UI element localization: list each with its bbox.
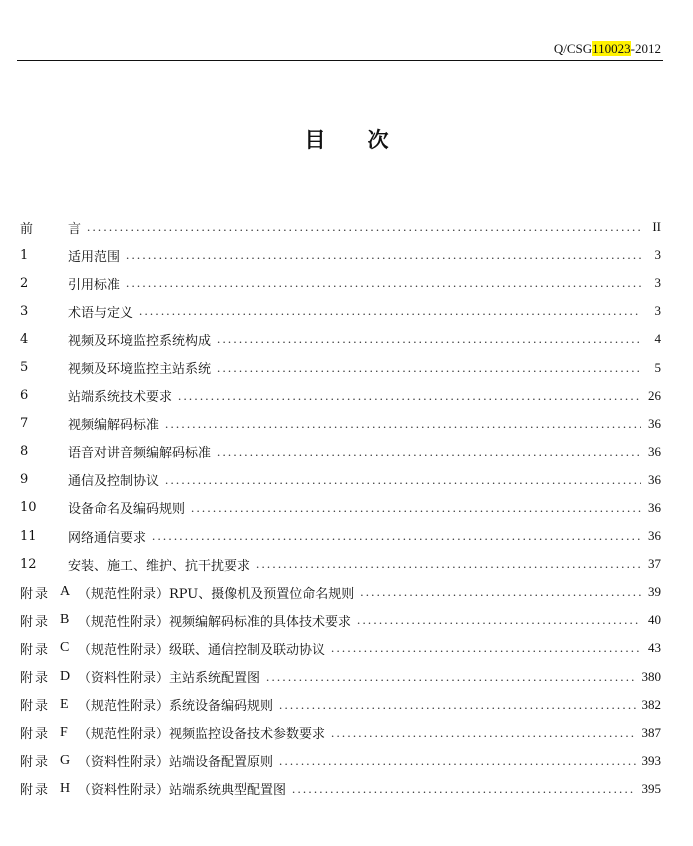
appendix-prefix: 附录 xyxy=(20,586,51,602)
toc-entry[interactable] xyxy=(20,522,661,550)
toc-entry-page: 36 xyxy=(648,443,661,459)
toc-entry[interactable] xyxy=(20,269,661,297)
toc-entry-label: 站端系统技术要求 xyxy=(68,390,173,406)
toc-entry-label: 适用范围 xyxy=(68,249,121,265)
toc-entry-number: 2 xyxy=(20,275,29,291)
appendix-letter: A xyxy=(60,584,71,600)
standard-prefix: Q/CSG xyxy=(553,41,593,56)
toc-appendix-entry[interactable] xyxy=(20,663,661,691)
appendix-page: 39 xyxy=(648,584,661,600)
toc-entry-number: 1 xyxy=(20,247,29,263)
toc-entry-number: 4 xyxy=(20,331,29,347)
appendix-label: （资料性附录）主站系统配置图 xyxy=(78,671,261,687)
toc-entry[interactable] xyxy=(20,353,661,381)
toc-entry-number: 8 xyxy=(20,444,29,460)
toc-entry[interactable] xyxy=(20,438,661,466)
page-title xyxy=(0,124,693,154)
toc-entry-label: 安装、施工、维护、抗干扰要求 xyxy=(68,558,251,574)
appendix-label: （规范性附录）级联、通信控制及联动协议 xyxy=(78,642,326,658)
toc-entry-number: 3 xyxy=(20,303,29,319)
toc-entry-page: 3 xyxy=(654,247,661,263)
toc-leader-dots xyxy=(165,416,641,432)
toc-leader-dots xyxy=(331,725,635,741)
toc-entry-number: 5 xyxy=(20,360,29,376)
toc-entry-number: 6 xyxy=(20,388,29,404)
toc-entry-label: 视频及环境监控系统构成 xyxy=(68,333,212,349)
toc-leader-dots xyxy=(217,360,641,376)
toc-leader-dots xyxy=(256,556,641,572)
toc-entry-number: 9 xyxy=(20,472,29,488)
toc-entry-page: II xyxy=(652,219,661,235)
appendix-page: 43 xyxy=(648,640,661,656)
toc-leader-dots xyxy=(217,444,641,460)
appendix-prefix: 附录 xyxy=(20,783,51,799)
toc-leader-dots xyxy=(357,612,641,628)
toc-leader-dots xyxy=(152,528,641,544)
appendix-label: （规范性附录）RPU、摄像机及预置位命名规则 xyxy=(78,586,355,602)
toc-entry[interactable] xyxy=(20,550,661,578)
appendix-prefix: 附录 xyxy=(20,671,51,687)
appendix-page: 393 xyxy=(641,752,661,768)
toc-entry-number: 前 xyxy=(20,221,56,237)
appendix-letter: D xyxy=(60,668,71,684)
appendix-label: （资料性附录）站端设备配置原则 xyxy=(78,755,274,771)
toc-leader-dots xyxy=(292,781,635,797)
toc-appendix-entry[interactable] xyxy=(20,719,661,747)
toc-entry-label: 设备命名及编码规则 xyxy=(68,502,186,518)
toc-entry-label: 通信及控制协议 xyxy=(68,474,160,490)
toc-entry[interactable] xyxy=(20,241,661,269)
toc-entry-preface[interactable] xyxy=(20,213,661,241)
appendix-prefix: 附录 xyxy=(20,727,51,743)
toc-appendix-entry[interactable] xyxy=(20,747,661,775)
toc-leader-dots xyxy=(165,472,641,488)
toc-leader-dots xyxy=(126,275,641,291)
toc-entry-number: 10 xyxy=(20,500,37,516)
toc-entry-page: 36 xyxy=(648,415,661,431)
toc-appendix-entry[interactable] xyxy=(20,606,661,634)
toc-appendix-entry[interactable] xyxy=(20,775,661,803)
toc-leader-dots xyxy=(87,219,641,235)
appendix-letter: H xyxy=(60,780,71,796)
toc-leader-dots xyxy=(331,640,641,656)
toc-appendix-entry[interactable] xyxy=(20,691,661,719)
toc-leader-dots xyxy=(279,697,635,713)
title-char-1: 目 xyxy=(304,127,326,152)
toc-leader-dots xyxy=(126,247,641,263)
toc-entry[interactable] xyxy=(20,466,661,494)
appendix-label: （规范性附录）系统设备编码规则 xyxy=(78,699,274,715)
appendix-label: （规范性附录）视频监控设备技术参数要求 xyxy=(78,727,326,743)
appendix-label: （资料性附录）站端系统典型配置图 xyxy=(78,783,287,799)
toc-entry-label: 言 xyxy=(68,221,82,237)
toc-leader-dots xyxy=(191,500,641,516)
title-char-2: 次 xyxy=(367,127,389,152)
standard-suffix: -2012 xyxy=(630,41,661,56)
appendix-letter: E xyxy=(60,696,69,712)
toc-entry[interactable] xyxy=(20,382,661,410)
toc-entry-page: 3 xyxy=(654,275,661,291)
appendix-page: 40 xyxy=(648,612,661,628)
toc-entry[interactable] xyxy=(20,297,661,325)
toc-entry-page: 26 xyxy=(648,387,661,403)
toc-entry-page: 5 xyxy=(654,359,661,375)
toc-entry-number: 7 xyxy=(20,416,29,432)
appendix-prefix: 附录 xyxy=(20,614,51,630)
toc-leader-dots xyxy=(139,303,641,319)
toc-entry-label: 引用标准 xyxy=(68,277,121,293)
toc-entry-page: 36 xyxy=(648,528,661,544)
toc-leader-dots xyxy=(360,584,641,600)
appendix-page: 387 xyxy=(641,724,661,740)
appendix-page: 380 xyxy=(641,668,661,684)
toc-entry[interactable] xyxy=(20,325,661,353)
toc-leader-dots xyxy=(266,669,635,685)
toc-entry-page: 3 xyxy=(654,303,661,319)
header-rule xyxy=(17,60,663,61)
toc-entry-label: 视频及环境监控主站系统 xyxy=(68,362,212,378)
toc-entry-number: 11 xyxy=(20,528,37,544)
toc-entry-label: 网络通信要求 xyxy=(68,530,147,546)
toc-entry-page: 36 xyxy=(648,471,661,487)
toc-entry-page: 37 xyxy=(648,556,661,572)
toc-leader-dots xyxy=(217,331,641,347)
appendix-page: 382 xyxy=(641,696,661,712)
toc-entry-label: 视频编解码标准 xyxy=(68,418,160,434)
appendix-letter: C xyxy=(60,640,70,656)
toc-leader-dots xyxy=(279,753,635,769)
appendix-prefix: 附录 xyxy=(20,755,51,771)
standard-highlight: 110023 xyxy=(592,41,631,56)
table-of-contents xyxy=(20,213,661,803)
appendix-letter: B xyxy=(60,612,70,628)
appendix-letter: F xyxy=(60,724,68,740)
appendix-label: （规范性附录）视频编解码标准的具体技术要求 xyxy=(78,614,352,630)
toc-entry[interactable] xyxy=(20,494,661,522)
appendix-letter: G xyxy=(60,752,71,768)
toc-leader-dots xyxy=(178,388,641,404)
appendix-prefix: 附录 xyxy=(20,699,51,715)
toc-entry-label: 语音对讲音频编解码标准 xyxy=(68,446,212,462)
standard-number xyxy=(554,41,661,57)
toc-entry-label: 术语与定义 xyxy=(68,305,134,321)
appendix-page: 395 xyxy=(641,780,661,796)
toc-appendix-entry[interactable] xyxy=(20,578,661,606)
toc-entry-number: 12 xyxy=(20,556,37,572)
toc-appendix-entry[interactable] xyxy=(20,634,661,662)
toc-entry-page: 36 xyxy=(648,499,661,515)
toc-entry[interactable] xyxy=(20,410,661,438)
appendix-prefix: 附录 xyxy=(20,642,51,658)
toc-entry-page: 4 xyxy=(654,331,661,347)
